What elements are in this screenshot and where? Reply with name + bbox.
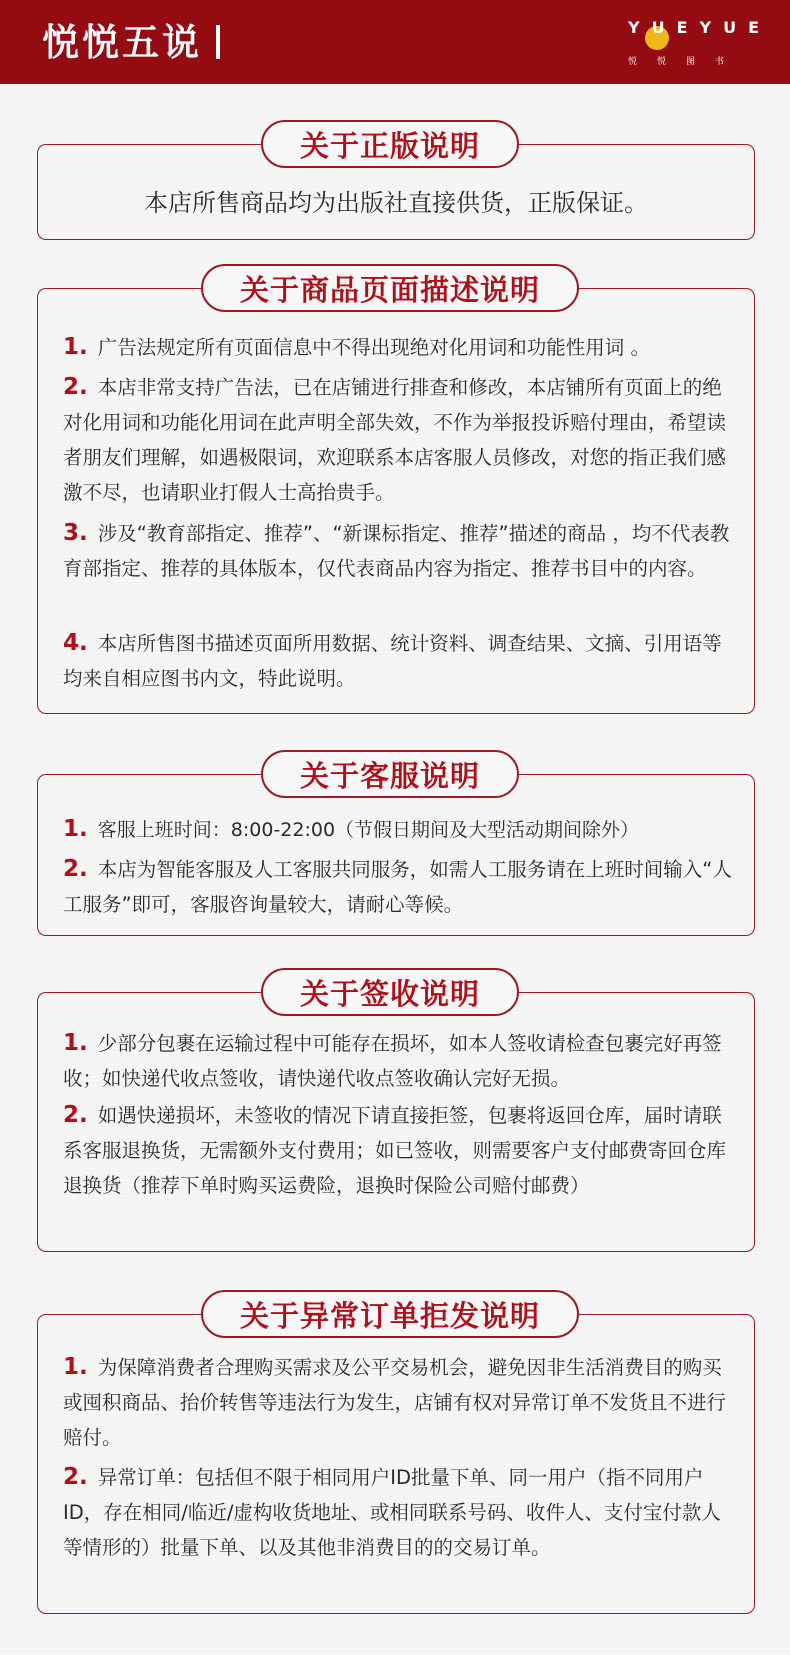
item-text: 涉及“教育部指定、推荐”、“新课标指定、推荐”描述的商品 ，均不代表教育部指定、推荐的具体版本，仅代表商品内容为指定、推荐书目中的内容。 (63, 522, 730, 580)
list-item (63, 370, 733, 510)
section-receipt (37, 962, 755, 1256)
list-item (63, 1350, 733, 1455)
list-item (63, 812, 753, 848)
item-text: 本店非常支持广告法，已在店铺进行排查和修改，本店铺所有页面上的绝对化用词和功能化用词在此声明全部失效，不作为举报投诉赔付理由，希望读者朋友们理解，如遇极限词，欢迎联系本店客服人员修改，对您的指正我们感激不尽，也请职业打假人士高抬贵手。 (63, 376, 727, 504)
list-item (63, 626, 733, 696)
item-text: 少部分包裹在运输过程中可能存在损坏，如本人签收请检查包裹完好再签收；如快递代收点签收，请快递代收点签收确认完好无损。 (63, 1032, 722, 1090)
item-number: 2. (63, 856, 88, 882)
list-item (63, 1460, 733, 1565)
item-number: 2. (63, 1464, 88, 1490)
item-number: 4. (63, 630, 88, 656)
item-number: 1. (63, 1030, 88, 1056)
item-number: 2. (63, 1102, 88, 1128)
section-title: 关于商品页面描述说明 (201, 264, 579, 312)
list-item (63, 1098, 733, 1203)
section-description (37, 258, 755, 718)
item-number: 1. (63, 1354, 88, 1380)
list-item (63, 1026, 733, 1096)
section-authentic (37, 114, 755, 242)
item-text: 本店所售图书描述页面所用数据、统计资料、调查结果、文摘、引用语等均来自相应图书内文，特此说明。 (63, 632, 722, 690)
section-title: 关于异常订单拒发说明 (201, 1290, 579, 1338)
section-abnormal-orders (37, 1284, 755, 1618)
logo-word: YUEYUE (628, 18, 772, 37)
list-item (63, 516, 733, 586)
item-number: 1. (63, 334, 88, 360)
list-item (63, 852, 733, 922)
yueyue-logo (628, 16, 772, 68)
section-text: 本店所售商品均为出版社直接供货，正版保证。 (144, 189, 648, 217)
item-text: 广告法规定所有页面信息中不得出现绝对化用词和功能性用词 。 (97, 336, 650, 359)
item-text: 为保障消费者合理购买需求及公平交易机会，避免因非生活消费目的购买或囤积商品、抬价转售等违法行为发生，店铺有权对异常订单不发货且不进行赔付。 (63, 1356, 727, 1449)
brand-title: 悦悦五说 (42, 20, 202, 64)
list-item (63, 330, 733, 365)
section-title: 关于正版说明 (261, 120, 519, 168)
section-customer-service (37, 744, 755, 940)
logo-subtitle: 悦悦图书 (628, 57, 745, 67)
section-title: 关于签收说明 (261, 968, 519, 1016)
brand-divider (216, 25, 220, 59)
item-number: 3. (63, 520, 88, 546)
item-number: 1. (63, 816, 88, 842)
item-number: 2. (63, 374, 88, 400)
section-title: 关于客服说明 (261, 750, 519, 798)
item-text: 本店为智能客服及人工客服共同服务，如需人工服务请在上班时间输入“人工服务”即可，客服咨询量较大，请耐心等候。 (63, 858, 732, 916)
item-text: 如遇快递损坏，未签收的情况下请直接拒签，包裹将返回仓库，届时请联系客服退换货，无需额外支付费用；如已签收，则需要客户支付邮费寄回仓库退换货（推荐下单时购买运费险，退换时保险公司赔付邮费） (63, 1104, 727, 1197)
header-banner (0, 0, 790, 84)
item-text: 异常订单：包括但不限于相同用户ID批量下单、同一用户（指不同用户ID，存在相同/临近/虚构收货地址、或相同联系号码、收件人、支付宝付款人等情形的）批量下单、以及其他非消费目的的交易订单。 (63, 1466, 721, 1559)
item-text: 客服上班时间：8:00-22:00（节假日期间及大型活动期间除外） (97, 819, 640, 841)
